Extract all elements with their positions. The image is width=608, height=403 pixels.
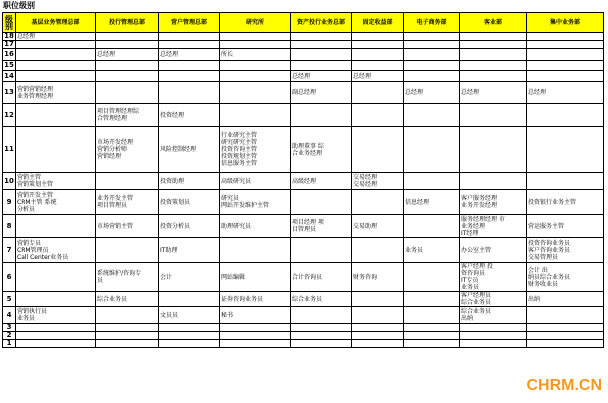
table-cell: 营销执行员 业务员 bbox=[16, 307, 96, 324]
table-cell bbox=[96, 307, 159, 324]
table-cell bbox=[16, 292, 96, 307]
header-col-4: 研究所 bbox=[220, 13, 291, 33]
table-cell: 投资分析员 bbox=[159, 215, 220, 238]
table-row bbox=[3, 340, 604, 348]
table-cell: 投资咨询业务员 客户咨询业务员 交易管理员 bbox=[527, 238, 604, 263]
table-cell bbox=[404, 41, 460, 49]
table-cell bbox=[96, 82, 159, 104]
level-cell: 4 bbox=[3, 307, 16, 324]
level-cell: 11 bbox=[3, 127, 16, 173]
table-cell bbox=[220, 61, 291, 71]
table-cell bbox=[16, 340, 96, 348]
table-cell: 系统维护/咨询专 员 bbox=[96, 263, 159, 292]
table-cell bbox=[527, 49, 604, 61]
table-cell: 服务经理经理 市 业务经理 IT经理 bbox=[460, 215, 527, 238]
table-cell: 证券咨询业务员 bbox=[220, 292, 291, 307]
table-cell bbox=[527, 104, 604, 127]
table-cell bbox=[159, 82, 220, 104]
table-cell: 合计咨询员 bbox=[291, 263, 352, 292]
table-row bbox=[3, 263, 604, 292]
table-cell: 投资银行业务主管 bbox=[527, 190, 604, 215]
table-row bbox=[3, 71, 604, 82]
level-cell: 10 bbox=[3, 173, 16, 190]
header-level: 级别 bbox=[3, 13, 16, 33]
table-cell bbox=[404, 263, 460, 292]
table-cell bbox=[159, 332, 220, 340]
table-cell bbox=[220, 324, 291, 332]
table-cell: 总经理 bbox=[527, 82, 604, 104]
table-cell: 项目管理经理综 合管理经理 bbox=[96, 104, 159, 127]
table-cell bbox=[159, 292, 220, 307]
table-cell bbox=[220, 33, 291, 41]
table-cell: 网站编辑 bbox=[220, 263, 291, 292]
table-cell: 客户服务经理 业务开发经理 bbox=[460, 190, 527, 215]
table-cell: 营销专员 CRM管理员 Call Center业务员 bbox=[16, 238, 96, 263]
header-row bbox=[3, 13, 604, 33]
table-cell: 高级研究员 bbox=[220, 173, 291, 190]
table-cell: IT助理 bbox=[159, 238, 220, 263]
table-cell bbox=[352, 49, 404, 61]
table-cell: 会计 bbox=[159, 263, 220, 292]
table-cell: 综合业务员 出纳 bbox=[460, 307, 527, 324]
table-cell bbox=[527, 71, 604, 82]
table-cell: 风险控制经理 bbox=[159, 127, 220, 173]
header-col-5: 资产投行业务总部 bbox=[291, 13, 352, 33]
table-cell: 助理董事 综 合业务经理 bbox=[291, 127, 352, 173]
table-cell bbox=[527, 307, 604, 324]
table-cell bbox=[527, 33, 604, 41]
table-cell: 总经理 bbox=[159, 49, 220, 61]
table-row bbox=[3, 41, 604, 49]
table-cell: 副总经理 bbox=[291, 82, 352, 104]
table-cell bbox=[460, 324, 527, 332]
table-cell bbox=[460, 173, 527, 190]
table-cell: 营销营销经理 业务管理经理 bbox=[16, 82, 96, 104]
table-cell: 投资策划员 bbox=[159, 190, 220, 215]
table-cell bbox=[159, 61, 220, 71]
table-cell: 行业研究主管 研究研究主管 投资咨询主管 投资规划主管 信息服务主管 bbox=[220, 127, 291, 173]
table-cell: 总经理 bbox=[460, 82, 527, 104]
table-row bbox=[3, 127, 604, 173]
table-cell bbox=[460, 127, 527, 173]
table-cell bbox=[291, 190, 352, 215]
table-cell: 营销主管 营销策划主管 bbox=[16, 173, 96, 190]
table-cell bbox=[291, 324, 352, 332]
table-cell bbox=[220, 71, 291, 82]
table-cell bbox=[16, 263, 96, 292]
table-cell: 总经理 bbox=[352, 71, 404, 82]
table-cell: 研究员 网站开发维护主管 bbox=[220, 190, 291, 215]
level-cell: 17 bbox=[4, 40, 14, 48]
table-cell bbox=[352, 104, 404, 127]
table-cell bbox=[404, 292, 460, 307]
table-cell bbox=[16, 61, 96, 71]
level-cell: 15 bbox=[4, 61, 14, 69]
table-row bbox=[3, 82, 604, 104]
table-cell: 会计 出 纳员综合业务员 财务收业员 bbox=[527, 263, 604, 292]
table-cell bbox=[96, 71, 159, 82]
table-cell bbox=[16, 127, 96, 173]
table-cell: 业务开发主管 项目管理员 bbox=[96, 190, 159, 215]
table-cell bbox=[352, 127, 404, 173]
level-cell: 18 bbox=[4, 32, 14, 40]
table-cell: 客户经理 投 资咨询员 IT专员 业务员 bbox=[460, 263, 527, 292]
table-row bbox=[3, 238, 604, 263]
table-cell: 业务员 bbox=[404, 238, 460, 263]
table-cell bbox=[96, 41, 159, 49]
table-cell bbox=[291, 41, 352, 49]
table-row bbox=[3, 33, 604, 41]
table-cell bbox=[460, 33, 527, 41]
table-cell bbox=[16, 215, 96, 238]
table-cell bbox=[159, 340, 220, 348]
table-cell bbox=[159, 324, 220, 332]
header-col-8: 客业部 bbox=[460, 13, 527, 33]
table-cell: 财务咨询 bbox=[352, 263, 404, 292]
table-row bbox=[3, 215, 604, 238]
table-cell bbox=[352, 332, 404, 340]
table-cell bbox=[96, 173, 159, 190]
table-cell: 投资经理 bbox=[159, 104, 220, 127]
level-cell: 7 bbox=[3, 238, 16, 263]
level-cell: 5 bbox=[3, 292, 16, 307]
table-row bbox=[3, 173, 604, 190]
table-cell: 综合业务员 bbox=[96, 292, 159, 307]
table-cell bbox=[352, 307, 404, 324]
table-cell: 信息经理 bbox=[404, 190, 460, 215]
level-cell: 9 bbox=[3, 190, 16, 215]
table-cell bbox=[352, 33, 404, 41]
header-col-6: 固定收益部 bbox=[352, 13, 404, 33]
table-cell: 总经理 bbox=[291, 71, 352, 82]
table-cell bbox=[460, 71, 527, 82]
table-cell bbox=[16, 332, 96, 340]
table-cell: 出纳 bbox=[527, 292, 604, 307]
table-cell bbox=[159, 71, 220, 82]
table-cell bbox=[291, 307, 352, 324]
table-cell bbox=[404, 49, 460, 61]
table-cell: 文员员 bbox=[159, 307, 220, 324]
table-cell bbox=[404, 104, 460, 127]
table-cell: 秘书 bbox=[220, 307, 291, 324]
table-cell bbox=[527, 173, 604, 190]
table-cell: 营销开发主管 CRM主管 系统 分析员 bbox=[16, 190, 96, 215]
table-cell bbox=[220, 238, 291, 263]
table-cell bbox=[352, 238, 404, 263]
header-col-7: 电子商务部 bbox=[404, 13, 460, 33]
table-cell bbox=[460, 41, 527, 49]
table-cell bbox=[220, 340, 291, 348]
watermark-logo: CHRM.CN bbox=[526, 377, 602, 394]
table-cell bbox=[527, 324, 604, 332]
table-cell bbox=[96, 33, 159, 41]
table-cell bbox=[159, 33, 220, 41]
table-row bbox=[3, 324, 604, 332]
table-cell bbox=[460, 61, 527, 71]
level-cell: 13 bbox=[3, 82, 16, 104]
table-cell bbox=[96, 324, 159, 332]
table-cell bbox=[527, 41, 604, 49]
header-col-9: 集中业务部 bbox=[527, 13, 604, 33]
table-cell bbox=[404, 127, 460, 173]
table-cell bbox=[159, 41, 220, 49]
header-col-3: 营户管理总部 bbox=[159, 13, 220, 33]
table-cell bbox=[16, 324, 96, 332]
table-cell bbox=[291, 238, 352, 263]
table-cell: 办公室主管 bbox=[460, 238, 527, 263]
table-cell bbox=[404, 307, 460, 324]
table-cell bbox=[291, 332, 352, 340]
level-cell: 16 bbox=[3, 49, 16, 61]
table-cell: 市场营销主管 bbox=[96, 215, 159, 238]
table-cell bbox=[460, 332, 527, 340]
table-cell bbox=[527, 127, 604, 173]
table-cell bbox=[404, 33, 460, 41]
table-cell bbox=[16, 41, 96, 49]
table-cell: 助理研究员 bbox=[220, 215, 291, 238]
table-cell bbox=[404, 71, 460, 82]
table-cell bbox=[220, 82, 291, 104]
header-col-1: 基层业务管理总部 bbox=[16, 13, 96, 33]
table-cell bbox=[352, 190, 404, 215]
table-cell bbox=[352, 340, 404, 348]
table-cell bbox=[16, 104, 96, 127]
table-cell: 项目经理 项 目管理员 bbox=[291, 215, 352, 238]
table-row bbox=[3, 307, 604, 324]
table-cell bbox=[96, 332, 159, 340]
table-cell bbox=[96, 238, 159, 263]
table-cell: 客户经理员 综合业务员 bbox=[460, 292, 527, 307]
sheet-title: 职位级别 bbox=[3, 1, 35, 10]
table-cell bbox=[404, 324, 460, 332]
table-cell bbox=[96, 61, 159, 71]
table-cell bbox=[291, 49, 352, 61]
table-row bbox=[3, 332, 604, 340]
level-cell: 2 bbox=[3, 332, 16, 340]
table-cell bbox=[352, 61, 404, 71]
table-row bbox=[3, 49, 604, 61]
table-cell bbox=[352, 41, 404, 49]
table-cell: 市场开发经理 营销分析师 营销经理 bbox=[96, 127, 159, 173]
table-cell bbox=[220, 104, 291, 127]
table-cell bbox=[352, 324, 404, 332]
header-col-2: 投行管理总部 bbox=[96, 13, 159, 33]
table-cell bbox=[352, 82, 404, 104]
table-cell bbox=[404, 340, 460, 348]
level-cell: 3 bbox=[3, 324, 16, 332]
table-row bbox=[3, 104, 604, 127]
table-cell bbox=[291, 61, 352, 71]
table-cell bbox=[291, 33, 352, 41]
table-cell bbox=[404, 332, 460, 340]
table-row bbox=[3, 190, 604, 215]
table-cell: 总经理 bbox=[16, 33, 96, 41]
level-cell: 14 bbox=[4, 71, 14, 80]
table-cell bbox=[220, 41, 291, 49]
table-cell bbox=[527, 340, 604, 348]
table-cell bbox=[404, 173, 460, 190]
table-cell bbox=[220, 332, 291, 340]
table-row bbox=[3, 292, 604, 307]
level-cell: 8 bbox=[3, 215, 16, 238]
table-cell: 总经理 bbox=[404, 82, 460, 104]
table-body bbox=[3, 33, 604, 348]
table-cell: 高级经理 bbox=[291, 173, 352, 190]
table-cell bbox=[352, 292, 404, 307]
table-cell bbox=[460, 104, 527, 127]
table-cell bbox=[291, 104, 352, 127]
table-cell bbox=[16, 71, 96, 82]
table-cell: 投资助理 bbox=[159, 173, 220, 190]
table-cell: 交易经理 交易经理 bbox=[352, 173, 404, 190]
level-cell: 1 bbox=[3, 340, 16, 348]
level-cell: 12 bbox=[3, 104, 16, 127]
table-cell: 营运服务主管 bbox=[527, 215, 604, 238]
table-cell: 交易助理 bbox=[352, 215, 404, 238]
table-cell bbox=[404, 61, 460, 71]
table-cell bbox=[460, 340, 527, 348]
table-cell: 综合业务员 bbox=[291, 292, 352, 307]
table-row bbox=[3, 61, 604, 71]
job-level-table bbox=[2, 12, 604, 348]
table-cell bbox=[527, 61, 604, 71]
level-cell: 6 bbox=[3, 263, 16, 292]
table-cell bbox=[96, 340, 159, 348]
table-cell: 所长 bbox=[220, 49, 291, 61]
table-cell bbox=[16, 49, 96, 61]
table-cell bbox=[460, 49, 527, 61]
table-cell bbox=[527, 332, 604, 340]
table-cell: 总经理 bbox=[96, 49, 159, 61]
table-cell bbox=[291, 340, 352, 348]
table-cell bbox=[404, 215, 460, 238]
